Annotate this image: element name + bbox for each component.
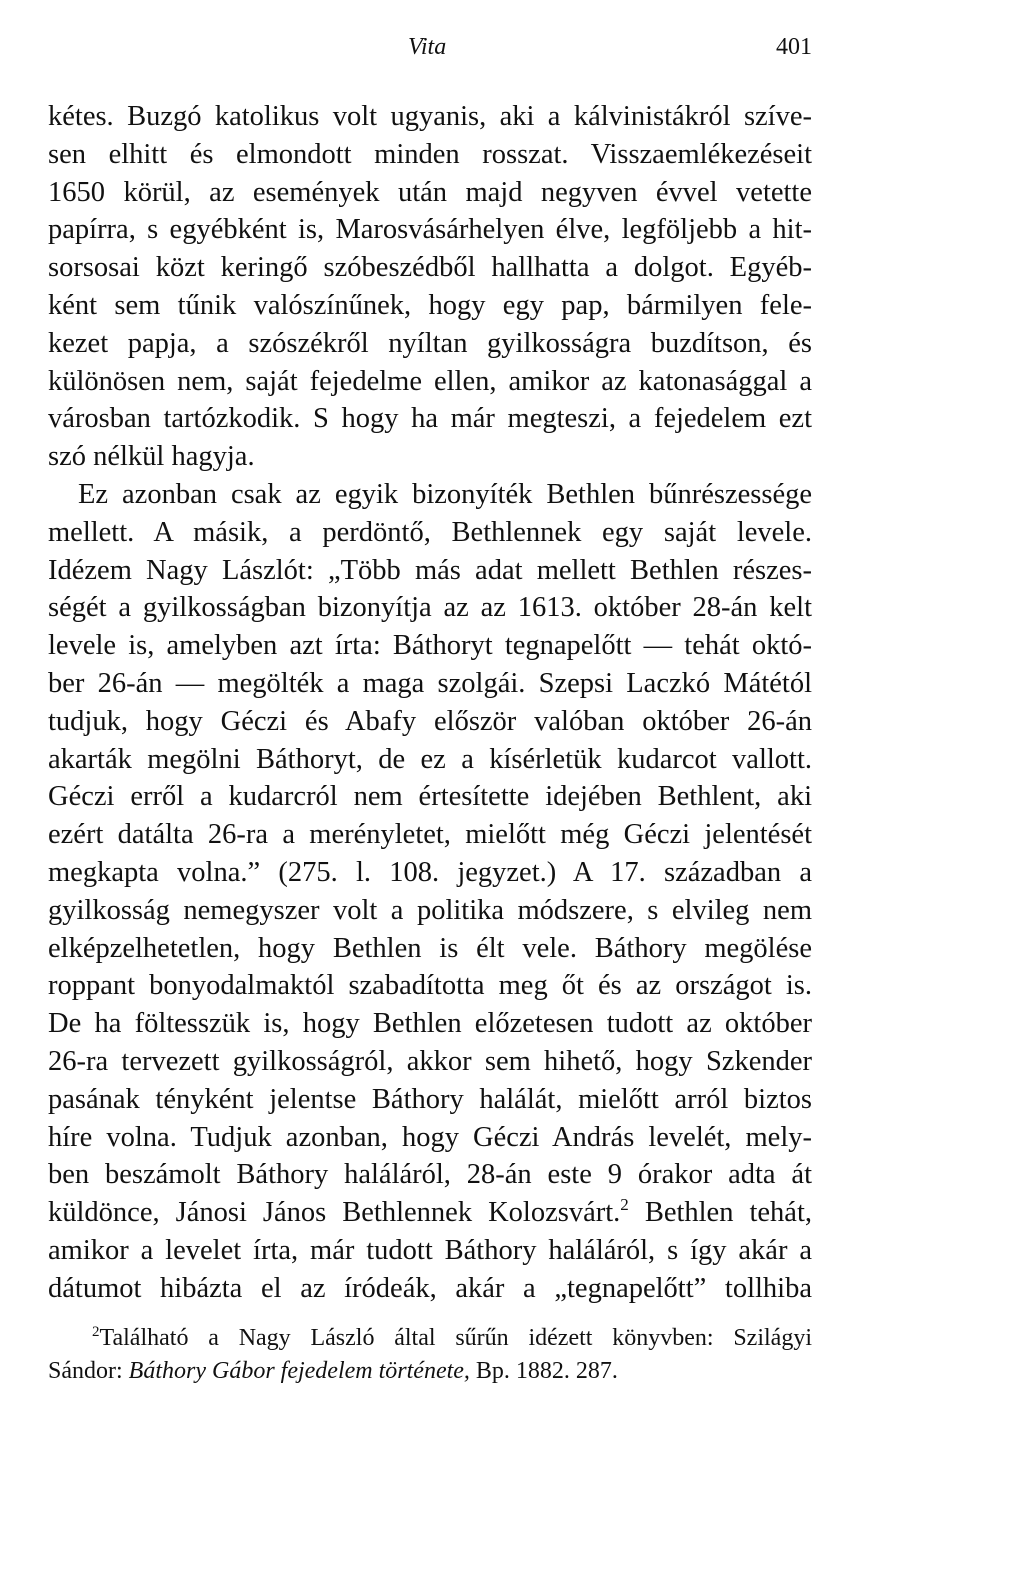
text-line: különösen nem, saját fejedelme ellen, amikor az katonasággal a xyxy=(48,365,812,397)
body-text xyxy=(48,98,812,1308)
footnote-line xyxy=(48,1322,812,1355)
footnotes xyxy=(48,1322,812,1388)
text-line: dátumot hibázta el az íródeák, akár a „tegnapelőtt” tollhiba xyxy=(48,1272,812,1304)
running-head xyxy=(48,34,812,70)
text-line: 26-ra tervezett gyilkosságról, akkor sem hihető, hogy Szkender xyxy=(48,1045,812,1077)
text-line: levele is, amelyben azt írta: Báthoryt tegnapelőtt — tehát októ- xyxy=(48,630,812,662)
text-line: elképzelhetetlen, hogy Bethlen is élt vele. Báthory megölése xyxy=(48,932,812,964)
text-line: pasának tényként jelentse Báthory halálát, mielőtt arról biztos xyxy=(48,1083,812,1115)
text-line: híre volna. Tudjuk azonban, hogy Géczi András levelét, mely- xyxy=(48,1121,812,1153)
footnote-citation: Bp. 1882. 287. xyxy=(469,1358,618,1384)
text-line: Idézem Nagy Lászlót: „Több más adat mellett Bethlen részes- xyxy=(48,554,812,586)
text-line: De ha föltesszük is, hogy Bethlen előzetesen tudott az október xyxy=(48,1008,812,1040)
footnote-book-title: Báthory Gábor fejedelem története, xyxy=(128,1358,470,1384)
text-line: mellett. A másik, a perdöntő, Bethlennek egy saját levele. xyxy=(48,516,812,548)
text-line: ezért datálta 26-ra a merényletet, mielőtt még Géczi jelentését xyxy=(48,819,812,851)
page-number: 401 xyxy=(776,34,812,60)
text-segment: küldönce, Jánosi János Bethlennek Kolozsvárt. xyxy=(48,1197,621,1229)
text-line: roppant bonyodalmaktól szabadította meg őt és az országot is. xyxy=(48,970,812,1002)
text-line: kezet papja, a szószékről nyíltan gyilkosságra buzdítson, és xyxy=(48,327,812,359)
text-line: szó nélkül hagyja. xyxy=(48,441,255,473)
text-line: sen elhitt és elmondott minden rosszat. Visszaemlékezéseit xyxy=(48,138,812,170)
running-title: Vita xyxy=(408,34,447,60)
footnote-reference: 2 xyxy=(620,1195,629,1215)
text-line: sorsosai közt keringő szóbeszédből hallhatta a dolgot. Egyéb- xyxy=(48,252,812,284)
footnote-line xyxy=(48,1355,812,1388)
text-line: akarták megölni Báthoryt, de ez a kísérletük kudarcot vallott. xyxy=(48,743,812,775)
footnote-author: Sándor: xyxy=(48,1358,129,1384)
book-page xyxy=(48,0,812,1574)
text-line: városban tartózkodik. S hogy ha már megteszi, a fejedelem ezt xyxy=(48,403,812,435)
text-line: megkapta volna.” (275. l. 108. jegyzet.) A 17. században a xyxy=(48,856,812,888)
text-line-with-footnote-ref xyxy=(48,1194,812,1232)
text-segment: Bethlen tehát, xyxy=(628,1197,812,1229)
text-line: Géczi erről a kudarcról nem értesítette idejében Bethlent, aki xyxy=(48,781,812,813)
text-line: kétes. Buzgó katolikus volt ugyanis, aki a kálvinistákról szíve- xyxy=(48,101,812,132)
text-line: Ez azonban csak az egyik bizonyíték Bethlen bűnrészessége xyxy=(78,478,812,510)
text-line: ként sem tűnik valószínűnek, hogy egy pap, bármilyen fele- xyxy=(48,289,812,321)
text-line: 1650 körül, az események után majd negyven évvel vetette xyxy=(48,176,812,208)
text-line: tudjuk, hogy Géczi és Abafy először valóban október 26-án xyxy=(48,705,812,737)
text-line: ségét a gyilkosságban bizonyítja az az 1613. október 28-án kelt xyxy=(48,592,812,624)
text-line: ben beszámolt Báthory haláláról, 28-án este 9 órakor adta át xyxy=(48,1159,812,1191)
text-line: ber 26-án — megölték a maga szolgái. Szepsi Laczkó Mátétól xyxy=(48,667,812,699)
text-line: amikor a levelet írta, már tudott Báthory haláláról, s így akár a xyxy=(48,1234,812,1266)
footnote-text: Található a Nagy László által sűrűn idézett könyvben: Szilágyi xyxy=(99,1325,812,1351)
text-line: gyilkosság nemegyszer volt a politika módszere, s elvileg nem xyxy=(48,894,812,926)
footnote-marker: 2 xyxy=(92,1324,100,1340)
text-line: papírra, s egyébként is, Marosvásárhelyen élve, legföljebb a hit- xyxy=(48,214,812,246)
